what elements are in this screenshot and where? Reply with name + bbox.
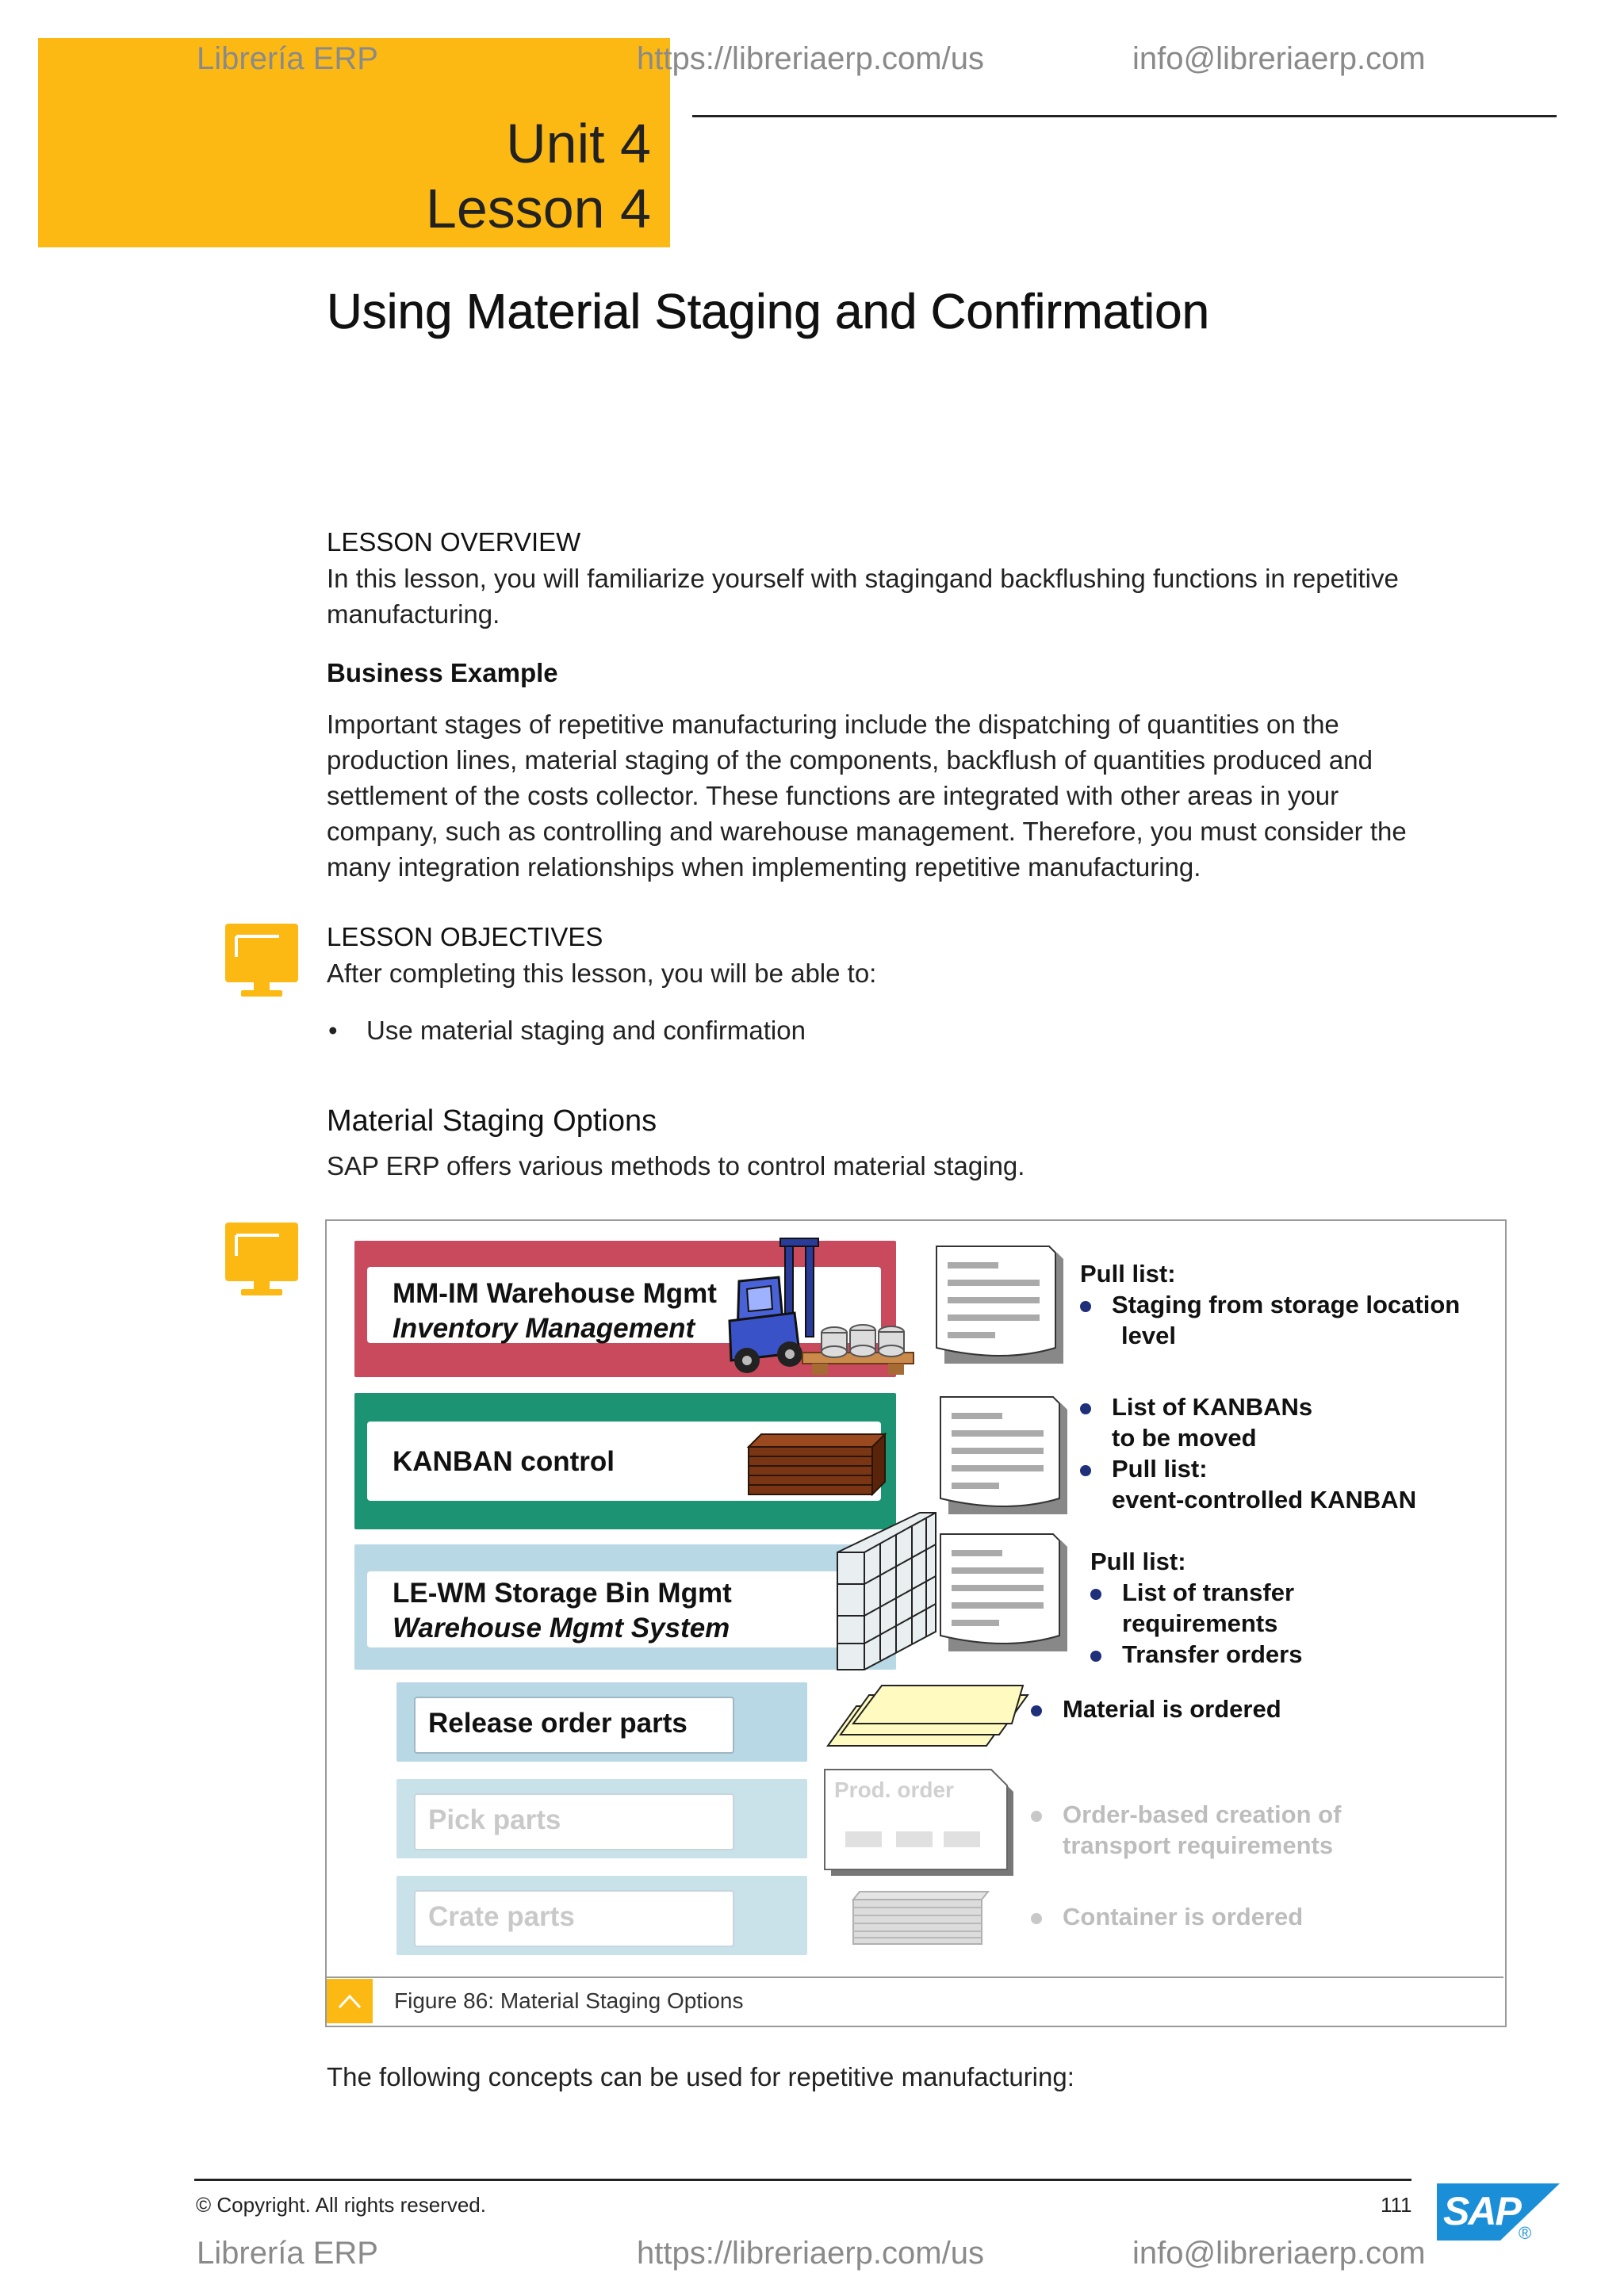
closing-text: The following concepts can be used for repetitive manufacturing: bbox=[327, 2062, 1074, 2091]
prod-order-label: Prod. order bbox=[834, 1777, 954, 1802]
objectives-intro: After completing this lesson, you will be able to: bbox=[327, 959, 877, 988]
forklift-icon bbox=[723, 1234, 945, 1384]
container-stack-icon bbox=[848, 1888, 990, 1946]
business-example-text bbox=[327, 706, 1407, 885]
overview-line-1: In this lesson, you will familiarize yourself with stagingand backflushing functions in repetitive bbox=[327, 564, 1399, 593]
lewm-label bbox=[393, 1576, 732, 1646]
business-example-heading: Business Example bbox=[327, 658, 558, 687]
mmim-side-title: Pull list: bbox=[1080, 1260, 1176, 1288]
bullet-dot-icon bbox=[1090, 1589, 1101, 1600]
pick-label: Pick parts bbox=[428, 1804, 561, 1835]
section-intro: SAP ERP offers various methods to control material staging. bbox=[327, 1151, 1025, 1181]
pull-list-document-icon-3 bbox=[936, 1533, 1078, 1659]
objectives-heading: LESSON OBJECTIVES bbox=[327, 922, 603, 951]
mmim-side-bullet-1: Staging from storage location bbox=[1080, 1289, 1460, 1320]
lewm-side-bullet-1-cont: requirements bbox=[1122, 1609, 1278, 1637]
watermark-brand-bottom: Librería ERP bbox=[197, 2236, 378, 2271]
watermark-url-top[interactable]: https://libreriaerp.com/us bbox=[637, 41, 984, 76]
wood-stack-icon bbox=[745, 1429, 888, 1499]
lewm-side-text bbox=[1090, 1546, 1302, 1670]
mmim-line-1: MM-IM Warehouse Mgmt bbox=[393, 1278, 717, 1309]
objectives-bullet: • bbox=[328, 1016, 338, 1045]
mmim-line-2: Inventory Management bbox=[393, 1313, 695, 1344]
bullet-dot-icon bbox=[1080, 1465, 1091, 1476]
unit-lesson-heading bbox=[426, 111, 651, 241]
kanban-side-text bbox=[1080, 1391, 1416, 1515]
kanban-side-bullet-2: Pull list: bbox=[1080, 1453, 1416, 1484]
overview-text bbox=[327, 561, 1399, 632]
header-rule bbox=[692, 115, 1557, 117]
order-sheets-icon bbox=[825, 1682, 1031, 1762]
overview-heading: LESSON OVERVIEW bbox=[327, 527, 581, 557]
business-line-3: settlement of the costs collector. These functions are integrated with other areas in your bbox=[327, 781, 1339, 810]
business-line-4: company, such as controlling and warehouse management. Therefore, you must consider the bbox=[327, 817, 1407, 846]
bullet-dot-icon bbox=[1080, 1403, 1091, 1414]
bullet-dot-icon bbox=[1080, 1301, 1091, 1312]
bullet-dot-icon bbox=[1090, 1651, 1101, 1662]
lesson-label: Lesson 4 bbox=[425, 178, 651, 239]
mmim-side-text bbox=[1080, 1258, 1460, 1351]
pick-side-text-cont: transport requirements bbox=[1063, 1831, 1334, 1859]
bullet-dot-icon bbox=[1031, 1913, 1042, 1924]
overview-line-2: manufacturing. bbox=[327, 599, 500, 629]
mmim-side-bullet-1-cont: level bbox=[1121, 1322, 1176, 1349]
lewm-line-1: LE-WM Storage Bin Mgmt bbox=[393, 1578, 732, 1609]
kanban-side-bullet-1-cont: to be moved bbox=[1112, 1424, 1257, 1452]
mmim-label bbox=[393, 1276, 717, 1346]
shelf-rack-icon bbox=[833, 1505, 944, 1671]
kanban-side-bullet-2-cont: event-controlled KANBAN bbox=[1112, 1486, 1417, 1513]
lesson-title: Using Material Staging and Confirmation bbox=[327, 285, 1210, 339]
pull-list-document-icon-2 bbox=[936, 1395, 1078, 1522]
monitor-icon-figure bbox=[224, 1221, 300, 1297]
lewm-side-title: Pull list: bbox=[1090, 1548, 1186, 1575]
footer-rule bbox=[194, 2179, 1411, 2181]
release-label: Release order parts bbox=[428, 1708, 688, 1739]
page-number: 111 bbox=[1381, 2193, 1412, 2217]
crate-label: Crate parts bbox=[428, 1901, 575, 1932]
objective-item-1: Use material staging and confirmation bbox=[366, 1016, 806, 1045]
unit-header-box bbox=[38, 38, 670, 247]
figure-caption: Figure 86: Material Staging Options bbox=[394, 1988, 744, 2013]
caption-chevron-up-icon[interactable] bbox=[327, 1979, 373, 2023]
section-heading: Material Staging Options bbox=[327, 1104, 657, 1138]
lewm-side-bullet-2: Transfer orders bbox=[1090, 1639, 1302, 1670]
sap-logo bbox=[1437, 2183, 1560, 2247]
unit-label: Unit 4 bbox=[506, 113, 651, 174]
registered-mark: ® bbox=[1519, 2223, 1532, 2243]
bullet-dot-icon bbox=[1031, 1811, 1042, 1822]
crate-side-text: Container is ordered bbox=[1031, 1901, 1303, 1932]
business-line-5: many integration relationships when implementing repetitive manufacturing. bbox=[327, 852, 1201, 882]
watermark-email-top[interactable]: info@libreriaerp.com bbox=[1132, 41, 1426, 76]
kanban-side-bullet-1: List of KANBANs bbox=[1080, 1391, 1416, 1422]
business-line-1: Important stages of repetitive manufacturing include the dispatching of quantities on the bbox=[327, 710, 1339, 739]
lewm-line-2: Warehouse Mgmt System bbox=[393, 1613, 730, 1644]
watermark-email-bottom[interactable]: info@libreriaerp.com bbox=[1132, 2236, 1426, 2271]
kanban-label: KANBAN control bbox=[393, 1446, 615, 1477]
pick-side-text: Order-based creation of transport requirements bbox=[1031, 1799, 1341, 1861]
business-line-2: production lines, material staging of the components, backflush of quantities produced and bbox=[327, 745, 1373, 775]
release-side-text: Material is ordered bbox=[1031, 1693, 1281, 1724]
monitor-icon bbox=[224, 922, 300, 998]
copyright: © Copyright. All rights reserved. bbox=[196, 2193, 486, 2217]
pull-list-document-icon-1 bbox=[932, 1245, 1074, 1372]
lewm-side-bullet-1: List of transfer bbox=[1090, 1577, 1302, 1608]
bullet-dot-icon bbox=[1031, 1705, 1042, 1716]
sap-logo-text: SAP bbox=[1443, 2189, 1520, 2233]
watermark-url-bottom[interactable]: https://libreriaerp.com/us bbox=[637, 2236, 984, 2271]
watermark-brand-top: Librería ERP bbox=[197, 41, 378, 76]
